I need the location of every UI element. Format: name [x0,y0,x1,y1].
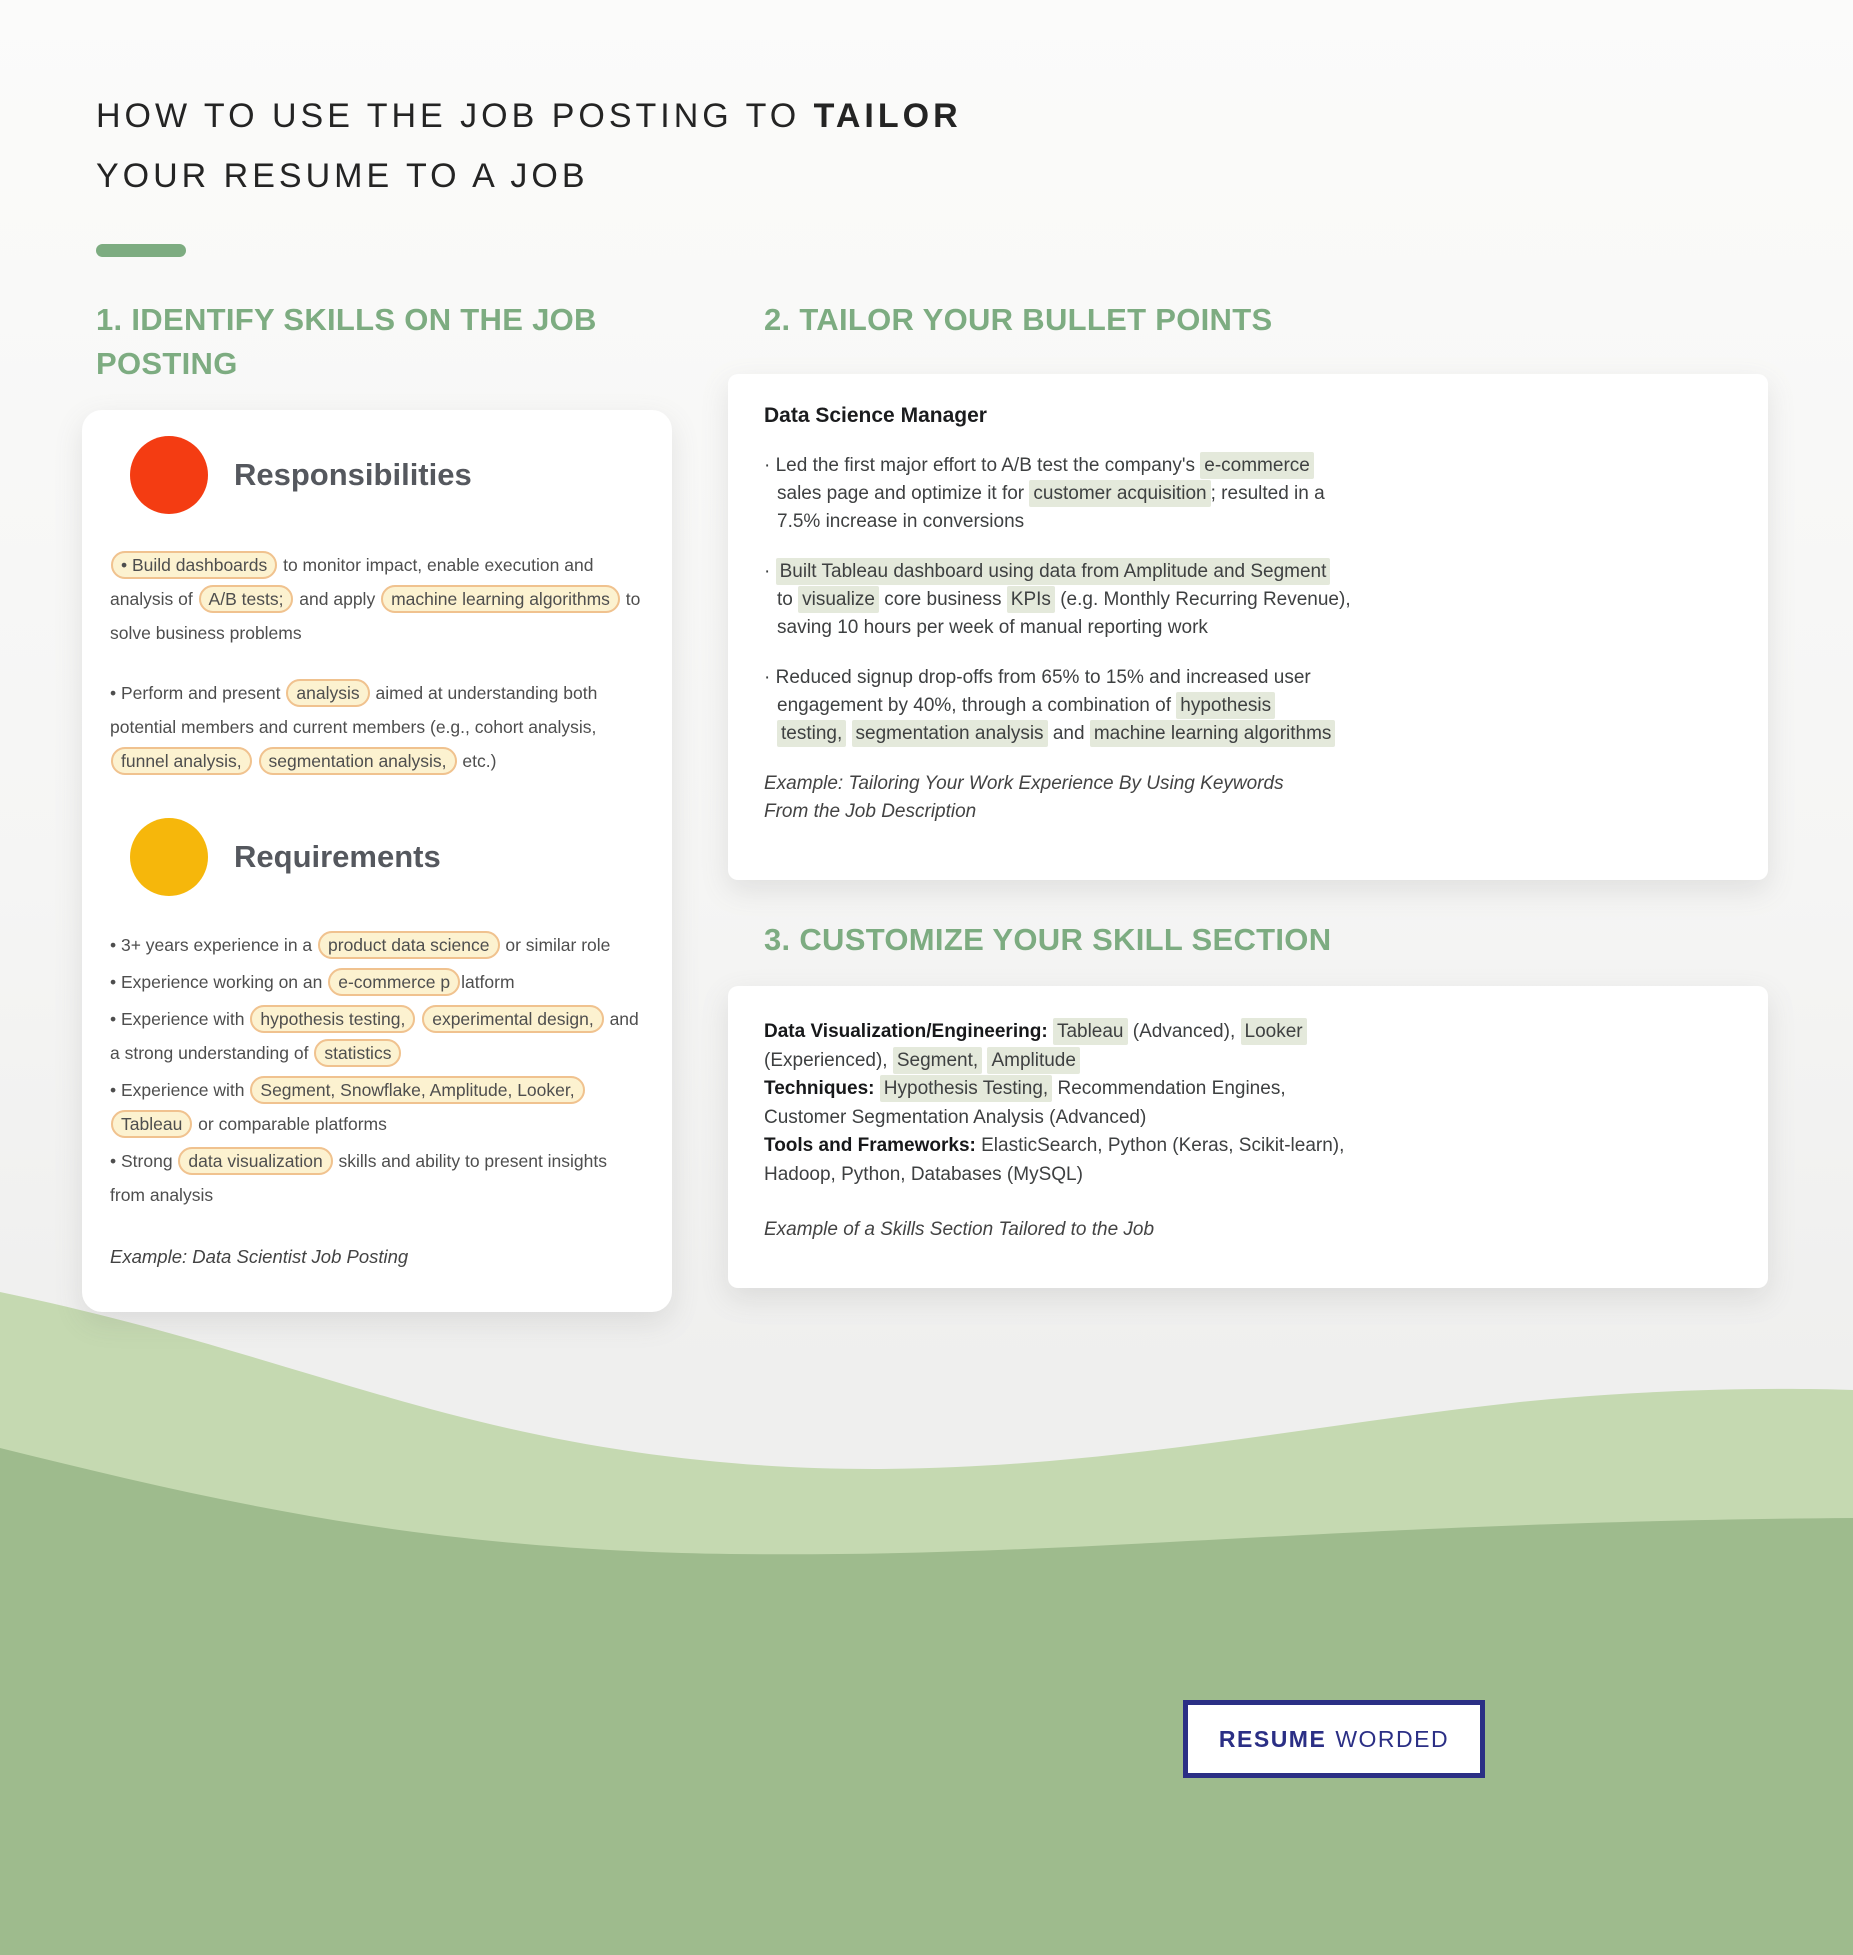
requirement-item: • 3+ years experience in a product data science or similar role [110,928,644,962]
job-title: Data Science Manager [764,404,987,427]
title-underline-dash [96,244,186,257]
requirement-item: • Experience with Segment, Snowflake, Amplitude, Looker, Tableau or comparable platforms [110,1073,644,1141]
resume-bullet: · Led the first major effort to A/B test the company's e-commerce sales page and optimize it for customer acquisition ; resulted in a 7.5% increase in conversions [764,452,1732,536]
section-1-heading: 1. IDENTIFY SKILLS ON THE JOB POSTING [96,302,597,381]
example-caption: Example: Tailoring Your Work Experience By Using Keywords From the Job Description [764,773,1284,822]
job-posting-card [82,410,672,1312]
resume-bullet: · Reduced signup drop-offs from 65% to 15% and increased user engagement by 40%, through a combination of hypothesis testing, segmentation analysis and machine learning algorithms [764,664,1732,748]
skills-card [728,986,1768,1288]
red-circle-icon [130,436,208,514]
skills-line: Data Visualization/Engineering: Tableau (Advanced), Looker (Experienced), Segment, Amplitude [764,1018,1732,1075]
requirements-header [110,818,644,896]
resume-worded-logo [1183,1700,1485,1778]
logo-text-bold: RESUME [1218,1725,1327,1752]
yellow-circle-icon [130,818,208,896]
requirement-item: • Experience working on an e-commerce p latform [110,965,644,999]
example-caption: Example of a Skills Section Tailored to the Job [764,1219,1155,1240]
requirement-item: • Experience with hypothesis testing, experimental design, and a strong understanding of statistics [110,1002,644,1070]
section-2-heading: 2. TAILOR YOUR BULLET POINTS [764,302,1273,337]
requirements-list [110,928,644,1212]
resume-bullets-list [764,452,1732,748]
responsibilities-title: Responsibilities [234,457,472,492]
requirements-title: Requirements [234,839,441,874]
skills-line: Techniques: Hypothesis Testing, Recommendation Engines, Customer Segmentation Analysis (Advanced) [764,1075,1732,1132]
page-title: HOW TO USE THE JOB POSTING TO TAILOR YOUR RESUME TO A JOB [96,97,962,195]
logo-text-regular: WORDED [1335,1725,1450,1752]
section-3-heading: 3. CUSTOMIZE YOUR SKILL SECTION [764,922,1332,957]
responsibilities-header [110,436,644,514]
responsibility-item: • Build dashboards to monitor impact, enable execution and analysis of A/B tests; and apply machine learning algorithms to solve business problems [110,548,644,650]
example-caption: Example: Data Scientist Job Posting [110,1246,409,1267]
bullet-points-card [728,374,1768,880]
responsibility-item: • Perform and present analysis aimed at understanding both potential members and current members (e.g., cohort analysis, funnel analysis, segmentation analysis, etc.) [110,676,644,778]
skills-line: Tools and Frameworks: ElasticSearch, Python (Keras, Scikit-learn), Hadoop, Python, Databases (MySQL) [764,1135,1345,1185]
resume-bullet: · Built Tableau dashboard using data from Amplitude and Segment to visualize core business KPIs (e.g. Monthly Recurring Revenue), saving 10 hours per week of manual reporting work [764,558,1732,642]
requirement-item: • Strong data visualization skills and ability to present insights from analysis [110,1144,644,1212]
